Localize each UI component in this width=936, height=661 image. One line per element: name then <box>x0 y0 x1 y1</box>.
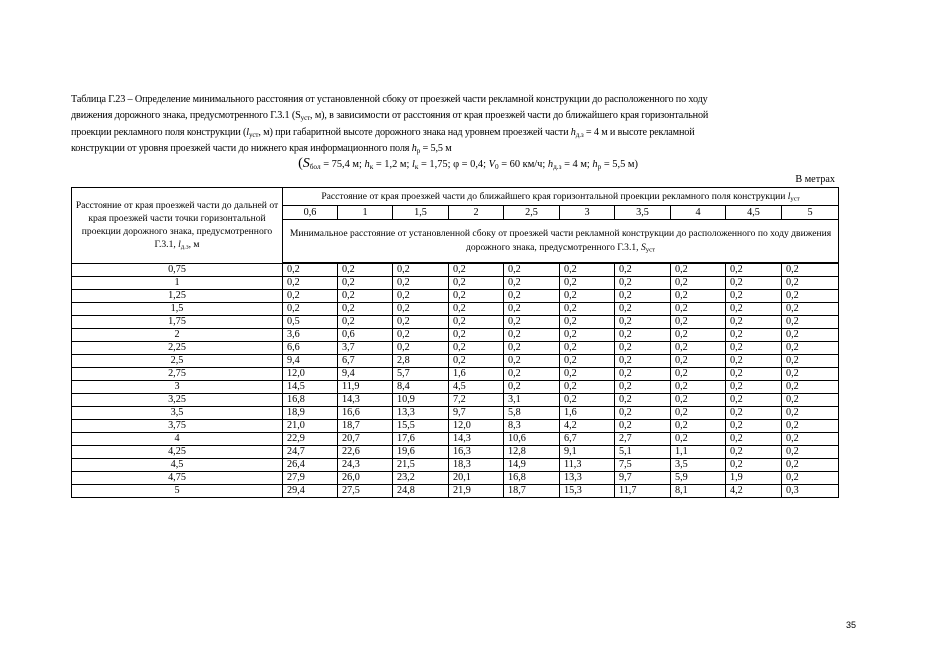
value-cell: 14,3 <box>449 433 504 446</box>
value-cell: 16,8 <box>504 472 560 485</box>
value-cell: 0,2 <box>726 263 782 277</box>
value-cell: 16,8 <box>283 394 338 407</box>
value-cell: 0,2 <box>726 368 782 381</box>
value-cell: 21,0 <box>283 420 338 433</box>
value-cell: 0,2 <box>449 355 504 368</box>
left-header: Расстояние от края проезжей части до дальней от края проезжей части точки горизонтальной проекции дорожного знака, предусмотренного Г.3.1, $l_{д.з}$, м <box>72 188 283 264</box>
value-cell: 0,2 <box>671 407 726 420</box>
table-row <box>72 485 839 498</box>
table-row <box>72 446 839 459</box>
value-cell: 0,2 <box>671 433 726 446</box>
value-cell: 0,2 <box>782 394 839 407</box>
value-cell: 0,2 <box>393 277 449 290</box>
value-cell: 0,2 <box>782 329 839 342</box>
value-cell: 12,8 <box>504 446 560 459</box>
value-cell: 0,2 <box>615 342 671 355</box>
value-cell: 16,3 <box>449 446 504 459</box>
value-cell: 0,2 <box>393 316 449 329</box>
table-row <box>72 407 839 420</box>
value-cell: 0,2 <box>671 342 726 355</box>
value-cell: 0,2 <box>449 316 504 329</box>
value-cell: 3,1 <box>504 394 560 407</box>
value-cell: 2,7 <box>615 433 671 446</box>
value-cell: 6,7 <box>560 433 615 446</box>
row-distance-cell: 1,25 <box>72 290 283 303</box>
value-cell: 0,2 <box>782 277 839 290</box>
value-cell: 20,1 <box>449 472 504 485</box>
value-cell: 5,9 <box>671 472 726 485</box>
caption-line-4: конструкции от уровня проезжей части до нижнего края информационного поля $h_р = 5,5$ м <box>71 143 452 155</box>
parameters-formula: ($S_{бол} = 75,4$ м; $h_к = 1,2$ м; $l_к = 1,75$; φ = 0,4; $V_0 = 60$ км/ч; $h_{д.з} = 4$ м; $h_р = 5,5$ м) <box>298 156 638 171</box>
table-row <box>72 290 839 303</box>
value-cell: 26,4 <box>283 459 338 472</box>
value-cell: 0,2 <box>782 303 839 316</box>
value-cell: 0,2 <box>449 342 504 355</box>
value-cell: 0,2 <box>615 303 671 316</box>
caption-line-3: проекции рекламного поля конструкции ($l_{уст}$, м) при габаритной высоте дорожного знака над уровнем проезжей части $h_{д.з} = 4$ м и высоте рекламной <box>71 126 695 139</box>
value-cell: 0,2 <box>393 263 449 277</box>
row-distance-cell: 4,5 <box>72 459 283 472</box>
row-distance-cell: 1,75 <box>72 316 283 329</box>
row-distance-cell: 3,25 <box>72 394 283 407</box>
value-cell: 0,2 <box>782 472 839 485</box>
value-cell: 0,2 <box>671 355 726 368</box>
value-cell: 27,5 <box>338 485 393 498</box>
value-cell: 0,2 <box>782 459 839 472</box>
value-cell: 0,6 <box>338 329 393 342</box>
value-cell: 0,2 <box>726 329 782 342</box>
table-row <box>72 459 839 472</box>
distance-table <box>71 187 839 498</box>
value-cell: 3,6 <box>283 329 338 342</box>
value-cell: 0,2 <box>782 355 839 368</box>
caption-line-2: движения дорожного знака, предусмотренного Г.3.1 ($S_{уст}$, м), в зависимости от расстояния от края проезжей части до ближайшего края горизонтальной <box>71 110 709 123</box>
row-distance-cell: 2 <box>72 329 283 342</box>
value-cell: 0,2 <box>726 355 782 368</box>
distance-header-cell: 2,5 <box>504 206 560 220</box>
value-cell: 0,2 <box>560 368 615 381</box>
value-cell: 18,3 <box>449 459 504 472</box>
distance-header-cell: 4,5 <box>726 206 782 220</box>
value-cell: 18,7 <box>338 420 393 433</box>
value-cell: 0,2 <box>671 277 726 290</box>
value-cell: 0,2 <box>726 316 782 329</box>
value-cell: 27,9 <box>283 472 338 485</box>
value-cell: 0,2 <box>671 329 726 342</box>
value-cell: 8,3 <box>504 420 560 433</box>
value-cell: 4,2 <box>726 485 782 498</box>
value-cell: 6,6 <box>283 342 338 355</box>
value-cell: 0,2 <box>283 303 338 316</box>
value-cell: 0,2 <box>504 263 560 277</box>
value-cell: 18,9 <box>283 407 338 420</box>
value-cell: 6,7 <box>338 355 393 368</box>
table-row <box>72 329 839 342</box>
distance-header-cell: 5 <box>782 206 839 220</box>
table-row <box>72 303 839 316</box>
row-distance-cell: 4,75 <box>72 472 283 485</box>
value-cell: 7,5 <box>615 459 671 472</box>
table-row <box>72 394 839 407</box>
value-cell: 13,3 <box>393 407 449 420</box>
value-cell: 0,2 <box>782 420 839 433</box>
row-distance-cell: 0,75 <box>72 263 283 277</box>
value-cell: 21,5 <box>393 459 449 472</box>
value-cell: 9,1 <box>560 446 615 459</box>
distance-header-cell: 1 <box>338 206 393 220</box>
value-cell: 4,2 <box>560 420 615 433</box>
value-cell: 0,2 <box>726 303 782 316</box>
value-cell: 0,2 <box>726 433 782 446</box>
row-distance-cell: 3 <box>72 381 283 394</box>
value-cell: 12,0 <box>283 368 338 381</box>
value-cell: 0,2 <box>671 368 726 381</box>
value-cell: 0,2 <box>560 290 615 303</box>
table-row <box>72 355 839 368</box>
table-row <box>72 368 839 381</box>
row-distance-cell: 4 <box>72 433 283 446</box>
value-cell: 0,2 <box>560 263 615 277</box>
value-cell: 0,2 <box>726 277 782 290</box>
value-cell: 11,7 <box>615 485 671 498</box>
value-cell: 1,6 <box>560 407 615 420</box>
value-cell: 0,2 <box>615 316 671 329</box>
value-cell: 24,7 <box>283 446 338 459</box>
table-caption <box>71 92 841 158</box>
value-cell: 0,2 <box>671 381 726 394</box>
table-row <box>72 381 839 394</box>
value-cell: 0,2 <box>449 290 504 303</box>
value-cell: 29,4 <box>283 485 338 498</box>
value-cell: 9,4 <box>283 355 338 368</box>
value-cell: 11,3 <box>560 459 615 472</box>
value-cell: 0,2 <box>615 420 671 433</box>
value-cell: 0,2 <box>560 277 615 290</box>
value-cell: 0,2 <box>782 342 839 355</box>
value-cell: 0,2 <box>504 290 560 303</box>
value-cell: 0,2 <box>504 316 560 329</box>
value-cell: 9,4 <box>338 368 393 381</box>
table-row <box>72 316 839 329</box>
value-cell: 0,2 <box>338 290 393 303</box>
value-cell: 24,8 <box>393 485 449 498</box>
value-cell: 8,1 <box>671 485 726 498</box>
value-cell: 0,2 <box>283 263 338 277</box>
value-cell: 7,2 <box>449 394 504 407</box>
distance-header-cell: 1,5 <box>393 206 449 220</box>
value-cell: 0,2 <box>393 342 449 355</box>
value-cell: 0,2 <box>615 277 671 290</box>
value-cell: 0,2 <box>560 303 615 316</box>
value-cell: 0,2 <box>449 329 504 342</box>
value-cell: 0,2 <box>449 303 504 316</box>
distance-header-cell: 3,5 <box>615 206 671 220</box>
value-cell: 15,5 <box>393 420 449 433</box>
value-cell: 0,2 <box>283 290 338 303</box>
value-cell: 0,2 <box>560 342 615 355</box>
value-cell: 14,5 <box>283 381 338 394</box>
value-cell: 0,2 <box>726 394 782 407</box>
value-cell: 0,2 <box>671 263 726 277</box>
value-cell: 16,6 <box>338 407 393 420</box>
row-distance-cell: 2,25 <box>72 342 283 355</box>
table-row <box>72 420 839 433</box>
value-cell: 0,2 <box>615 355 671 368</box>
value-cell: 9,7 <box>615 472 671 485</box>
value-cell: 23,2 <box>393 472 449 485</box>
value-cell: 22,9 <box>283 433 338 446</box>
value-cell: 9,7 <box>449 407 504 420</box>
table-body <box>72 263 839 498</box>
value-cell: 0,2 <box>615 368 671 381</box>
row-distance-cell: 2,75 <box>72 368 283 381</box>
value-cell: 0,2 <box>726 290 782 303</box>
value-cell: 0,2 <box>615 381 671 394</box>
value-cell: 0,2 <box>615 290 671 303</box>
value-cell: 3,7 <box>338 342 393 355</box>
distance-header-cell: 0,6 <box>283 206 338 220</box>
table-row <box>72 472 839 485</box>
value-cell: 0,2 <box>338 277 393 290</box>
value-cell: 0,2 <box>671 394 726 407</box>
value-cell: 0,2 <box>504 355 560 368</box>
row-distance-cell: 2,5 <box>72 355 283 368</box>
page-number: 35 <box>846 620 857 630</box>
distance-header-cell: 2 <box>449 206 504 220</box>
value-cell: 15,3 <box>560 485 615 498</box>
value-cell: 0,2 <box>782 446 839 459</box>
value-cell: 14,9 <box>504 459 560 472</box>
value-cell: 0,2 <box>393 290 449 303</box>
value-cell: 19,6 <box>393 446 449 459</box>
value-cell: 0,2 <box>726 459 782 472</box>
value-cell: 0,2 <box>338 263 393 277</box>
value-cell: 0,2 <box>671 316 726 329</box>
value-cell: 0,2 <box>726 381 782 394</box>
value-cell: 12,0 <box>449 420 504 433</box>
value-cell: 0,2 <box>560 394 615 407</box>
value-cell: 26,0 <box>338 472 393 485</box>
row-distance-cell: 3,75 <box>72 420 283 433</box>
value-cell: 0,2 <box>338 303 393 316</box>
value-cell: 0,2 <box>726 342 782 355</box>
value-cell: 0,2 <box>782 433 839 446</box>
value-cell: 10,6 <box>504 433 560 446</box>
row-distance-cell: 3,5 <box>72 407 283 420</box>
row-distance-cell: 4,25 <box>72 446 283 459</box>
value-cell: 0,3 <box>782 485 839 498</box>
value-cell: 0,2 <box>671 290 726 303</box>
value-cell: 0,2 <box>782 316 839 329</box>
value-cell: 0,5 <box>283 316 338 329</box>
min-distance-header: Минимальное расстояние от установленной сбоку от проезжей части рекламной конструкции до расположенного по ходу движения дорожного знака, предусмотренного Г.3.1, $S_{уст}$ <box>283 220 839 264</box>
value-cell: 0,2 <box>560 381 615 394</box>
value-cell: 20,7 <box>338 433 393 446</box>
value-cell: 8,4 <box>393 381 449 394</box>
value-cell: 5,1 <box>615 446 671 459</box>
row-distance-cell: 5 <box>72 485 283 498</box>
table-row <box>72 277 839 290</box>
value-cell: 0,2 <box>504 342 560 355</box>
value-cell: 0,2 <box>283 277 338 290</box>
value-cell: 14,3 <box>338 394 393 407</box>
value-cell: 24,3 <box>338 459 393 472</box>
value-cell: 13,3 <box>560 472 615 485</box>
value-cell: 0,2 <box>449 277 504 290</box>
value-cell: 0,2 <box>615 263 671 277</box>
value-cell: 0,2 <box>393 303 449 316</box>
value-cell: 0,2 <box>726 420 782 433</box>
table-row <box>72 263 839 277</box>
value-cell: 0,2 <box>671 420 726 433</box>
value-cell: 1,6 <box>449 368 504 381</box>
units-label: В метрах <box>795 174 835 185</box>
distance-header-cell: 3 <box>560 206 615 220</box>
value-cell: 4,5 <box>449 381 504 394</box>
value-cell: 0,2 <box>504 381 560 394</box>
value-cell: 0,2 <box>726 446 782 459</box>
row-distance-cell: 1 <box>72 277 283 290</box>
distance-header-cell: 4 <box>671 206 726 220</box>
value-cell: 0,2 <box>615 329 671 342</box>
value-cell: 0,2 <box>782 407 839 420</box>
value-cell: 0,2 <box>393 329 449 342</box>
value-cell: 0,2 <box>504 329 560 342</box>
value-cell: 21,9 <box>449 485 504 498</box>
value-cell: 0,2 <box>671 303 726 316</box>
value-cell: 0,2 <box>504 303 560 316</box>
caption-line-1: Таблица Г.23 – Определение минимального расстояния от установленной сбоку от проезжей части рекламной конструкции до расположенного по ходу <box>71 94 708 105</box>
value-cell: 0,2 <box>782 290 839 303</box>
value-cell: 11,9 <box>338 381 393 394</box>
value-cell: 5,8 <box>504 407 560 420</box>
value-cell: 0,2 <box>782 381 839 394</box>
top-header: Расстояние от края проезжей части до ближайшего края горизонтальной проекции рекламного поля конструкции $l_{уст}$ <box>283 188 839 206</box>
value-cell: 5,7 <box>393 368 449 381</box>
row-distance-cell: 1,5 <box>72 303 283 316</box>
table-row <box>72 433 839 446</box>
value-cell: 0,2 <box>560 329 615 342</box>
value-cell: 22,6 <box>338 446 393 459</box>
value-cell: 1,9 <box>726 472 782 485</box>
value-cell: 0,2 <box>726 407 782 420</box>
value-cell: 0,2 <box>504 277 560 290</box>
value-cell: 3,5 <box>671 459 726 472</box>
value-cell: 0,2 <box>560 355 615 368</box>
value-cell: 0,2 <box>615 407 671 420</box>
value-cell: 0,2 <box>782 368 839 381</box>
value-cell: 1,1 <box>671 446 726 459</box>
value-cell: 2,8 <box>393 355 449 368</box>
value-cell: 10,9 <box>393 394 449 407</box>
value-cell: 0,2 <box>504 368 560 381</box>
value-cell: 18,7 <box>504 485 560 498</box>
value-cell: 17,6 <box>393 433 449 446</box>
value-cell: 0,2 <box>615 394 671 407</box>
value-cell: 0,2 <box>449 263 504 277</box>
table-row <box>72 342 839 355</box>
value-cell: 0,2 <box>338 316 393 329</box>
value-cell: 0,2 <box>560 316 615 329</box>
value-cell: 0,2 <box>782 263 839 277</box>
